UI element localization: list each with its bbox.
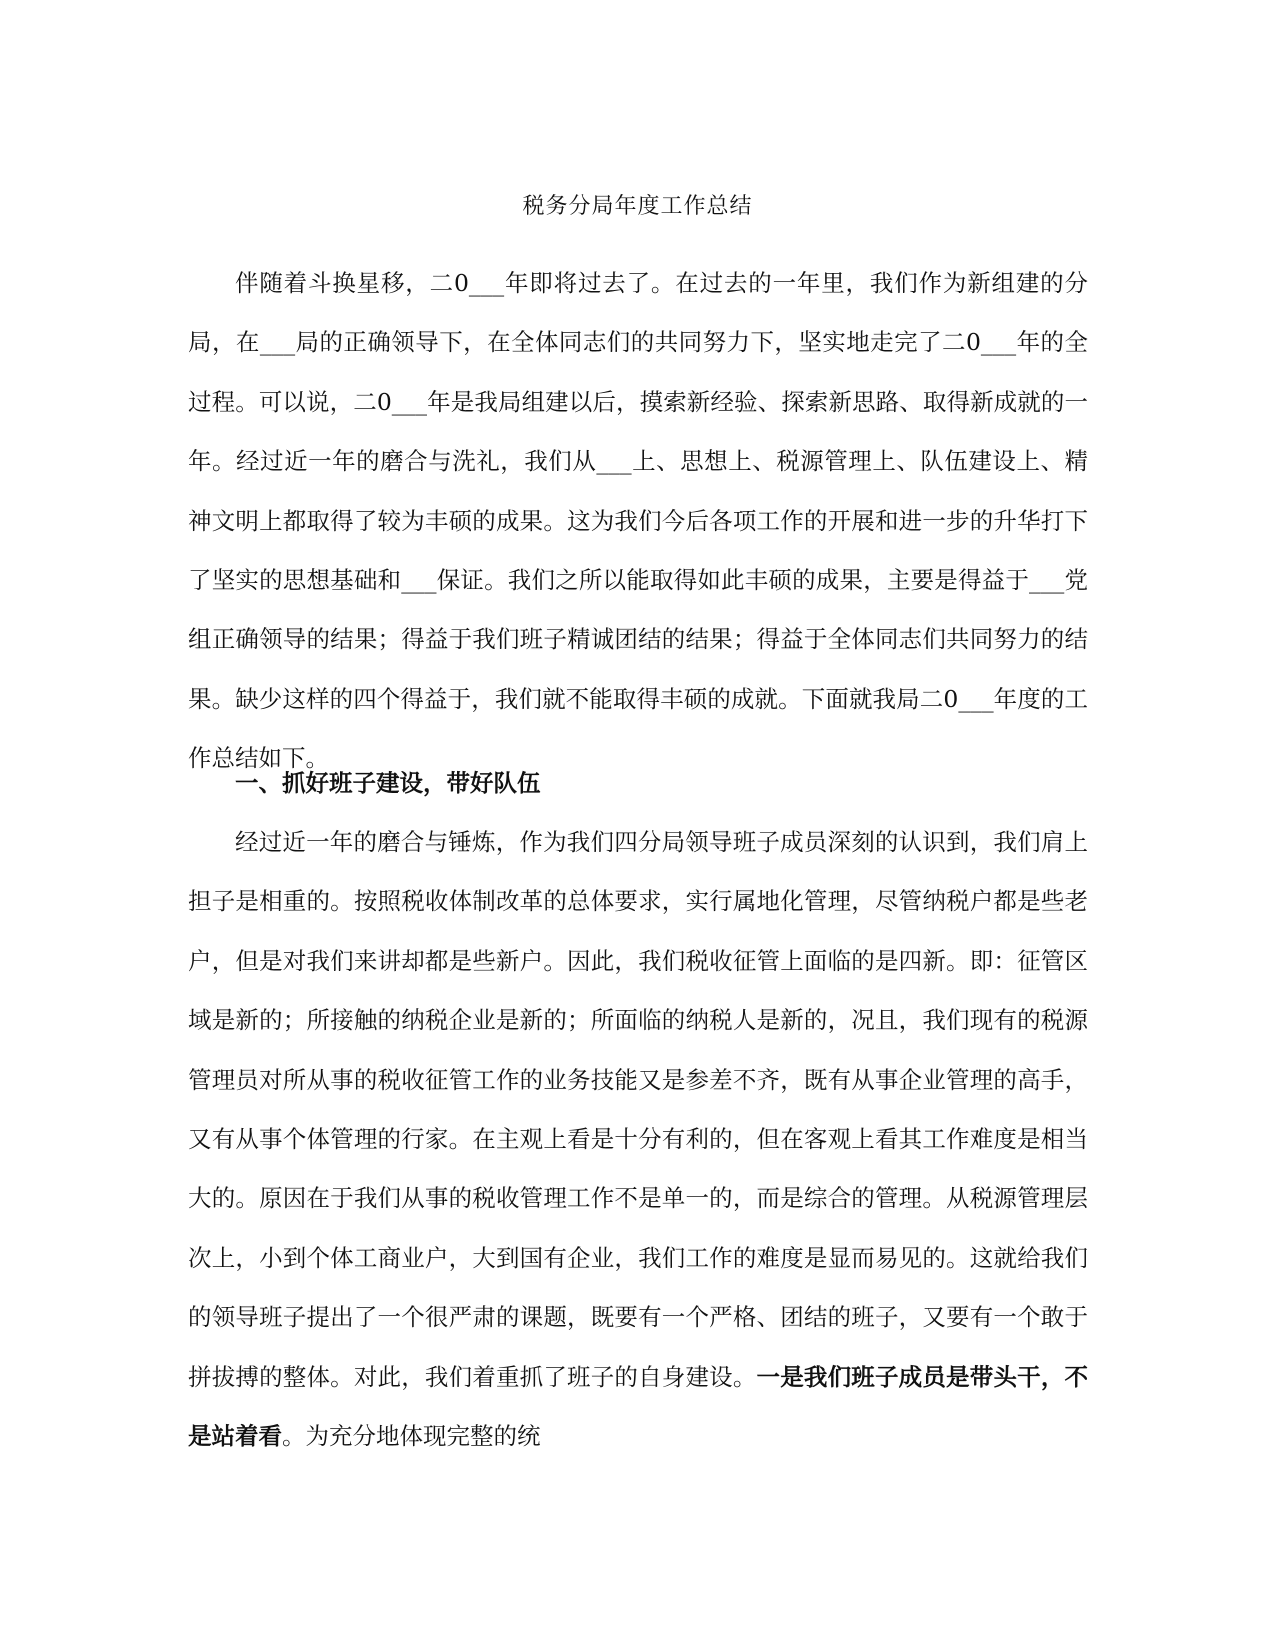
paragraph-intro: 伴随着斗换星移，二0___年即将过去了。在过去的一年里，我们作为新组建的分局，在___局的正确领导下，在全体同志们的共同努力下，坚实地走完了二0___年的全过程。可以说，二0___年是我局组建以后，摸索新经验、探索新思路、取得新成就的一年。经过近一年的磨合与洗礼，我们从___上、思想上、税源管理上、队伍建设上、精神文明上都取得了较为丰硕的成果。这为我们今后各项工作的开展和进一步的升华打下了坚实的思想基础和___保证。我们之所以能取得如此丰硕的成果，主要是得益于___党组正确领导的结果；得益于我们班子精诚团结的结果；得益于全体同志们共同努力的结果。缺少这样的四个得益于，我们就不能取得丰硕的成就。下面就我局二0___年度的工作总结如下。 [188, 269, 1088, 773]
paragraph-section-1 [188, 813, 1088, 1466]
section-heading-1: 一、抓好班子建设，带好队伍 [235, 769, 541, 797]
paragraph-section-1-text: 经过近一年的磨合与锤炼，作为我们四分局领导班子成员深刻的认识到，我们肩上担子是相重的。按照税收体制改革的总体要求，实行属地化管理，尽管纳税户都是些老户，但是对我们来讲却都是些新户。因此，我们税收征管上面临的是四新。即：征管区域是新的；所接触的纳税企业是新的；所面临的纳税人是新的，况且，我们现有的税源管理员对所从事的税收征管工作的业务技能又是参差不齐，既有从事企业管理的高手，又有从事个体管理的行家。在主观上看是十分有利的，但在客观上看其工作难度是相当大的。原因在于我们从事的税收管理工作不是单一的，而是综合的管理。从税源管理层次上，小到个体工商业户，大到国有企业，我们工作的难度是显而易见的。这就给我们的领导班子提出了一个很严肃的课题，既要有一个严格、团结的班子，又要有一个敢于拼拔搏的整体。对此，我们着重抓了班子的自身建设。 [188, 828, 1088, 1391]
paragraph-section-1-bold: 一是我们班子成员是带头干，不是站着看 [188, 1362, 1089, 1451]
document-title: 税务分局年度工作总结 [522, 194, 753, 219]
paragraph-section-1-tail: 。为充分地体现完整的统 [282, 1422, 541, 1451]
